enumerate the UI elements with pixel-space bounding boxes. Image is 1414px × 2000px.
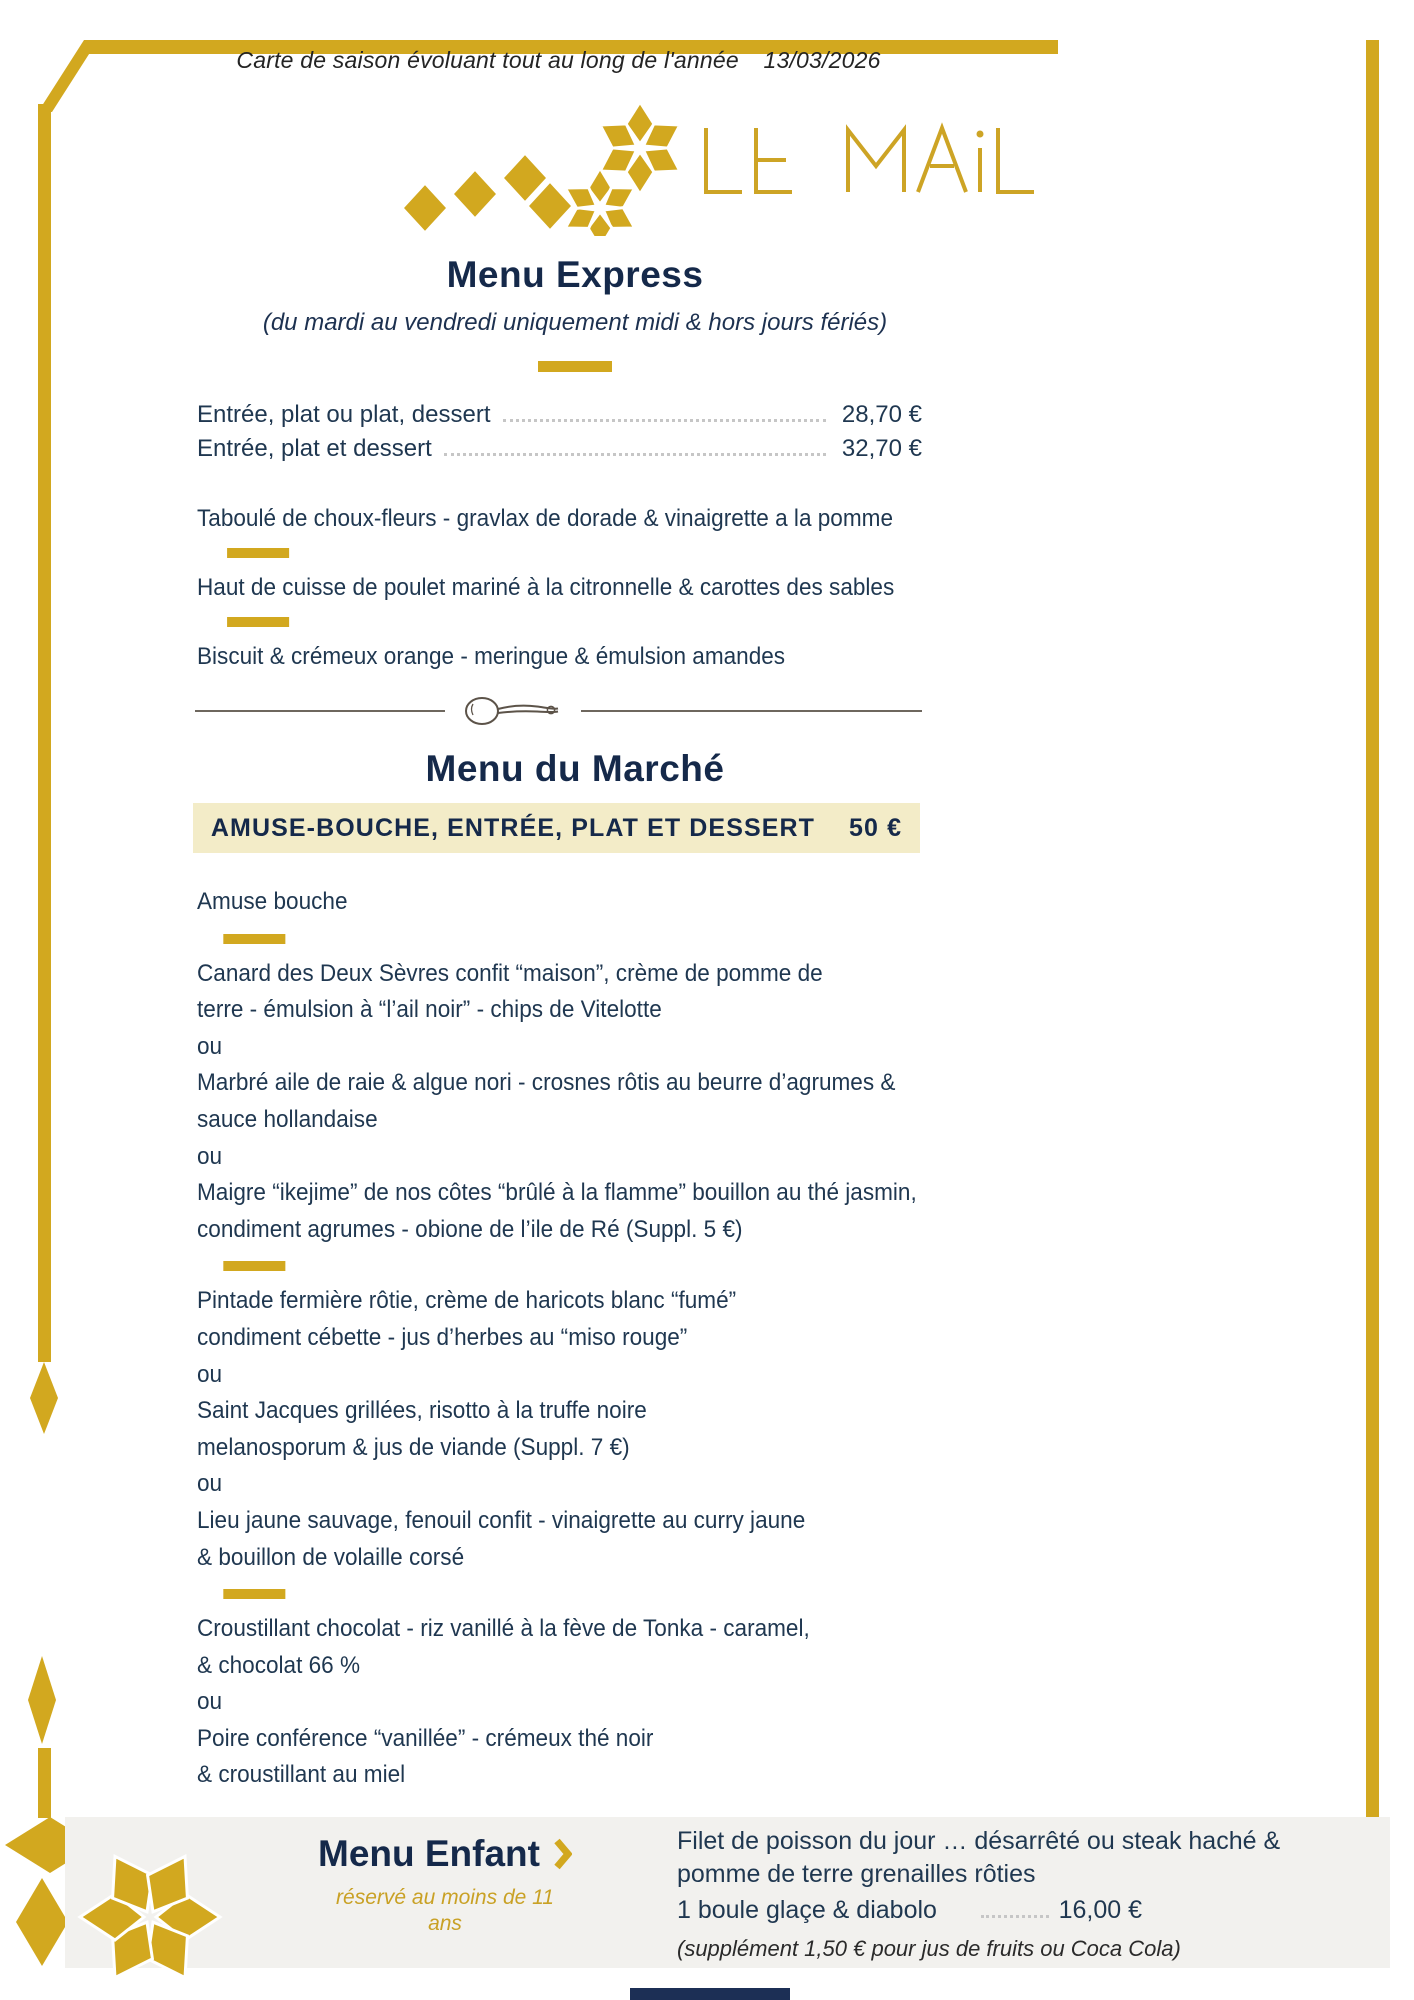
banner-label: AMUSE-BOUCHE, ENTRÉE, PLAT ET DESSERT — [210, 813, 816, 842]
express-course-list — [197, 506, 1043, 670]
dish-line: terre - émulsion à “l’ail noir” - chips de Vitelotte — [197, 996, 662, 1024]
price-value: 28,70 € — [841, 401, 922, 428]
chevron-right-icon — [554, 1838, 572, 1870]
dish-line: Lieu jaune sauvage, fenouil confit - vinaigrette au curry jaune — [197, 1506, 806, 1534]
banner-price: 50 € — [849, 813, 903, 842]
or-separator: ou — [197, 1142, 223, 1170]
price-row — [197, 435, 922, 469]
dish-line: Filet de poisson du jour … désarrêté ou steak haché & — [677, 1827, 1281, 1855]
divider-line — [195, 710, 445, 712]
divider-line — [581, 710, 922, 712]
dish-line: & croustillant au miel — [197, 1761, 406, 1789]
restaurant-logo — [370, 86, 1070, 236]
menu-date: 13/03/2026 — [763, 47, 881, 73]
dish-line: Maigre “ikejime” de nos côtes “brûlé à la flamme” bouillon au thé jasmin, — [197, 1179, 917, 1207]
price-label: Entrée, plat et dessert — [197, 435, 432, 462]
dish-line: condiment cébette - jus d’herbes au “miso rouge” — [197, 1323, 688, 1351]
menu-express-subtitle: (du mardi au vendredi uniquement midi & hors jours fériés) — [262, 309, 888, 336]
menu-marche-title: Menu du Marché — [425, 748, 725, 789]
dish-line: & bouillon de volaille corsé — [197, 1543, 465, 1571]
marche-course-list — [197, 884, 1099, 1794]
dish-line: sauce hollandaise — [197, 1105, 378, 1133]
marche-banner — [193, 803, 920, 853]
tagline-text: Carte de saison évoluant tout au long de l'année — [236, 47, 739, 73]
diamond-star-icon — [65, 1812, 315, 1972]
frame-right-bar — [1366, 40, 1379, 1948]
menu-enfant-subtitle — [315, 1885, 575, 1937]
price-row — [677, 1894, 1142, 1927]
spoon-icon — [463, 694, 563, 728]
course-line: Haut de cuisse de poulet mariné à la citronnelle & carottes des sables — [197, 574, 895, 601]
gold-rule — [223, 934, 285, 944]
course-line: Taboulé de choux-fleurs - gravlax de dorade & vinaigrette a la pomme — [197, 505, 893, 532]
dotted-leader — [981, 1915, 1049, 1918]
or-separator: ou — [197, 1360, 223, 1388]
menu-enfant-details — [677, 1825, 1397, 1965]
dish-line: Canard des Deux Sèvres confit “maison”, crème de pomme de — [197, 959, 823, 987]
dotted-leader — [503, 419, 826, 422]
price-value: 16,00 € — [1058, 1896, 1142, 1924]
frame-left-diamond-icon — [28, 1656, 56, 1744]
price-label: Entrée, plat ou plat, dessert — [197, 401, 491, 428]
gold-rule — [223, 1261, 285, 1271]
dish-line: pomme de terre grenailles rôties — [677, 1860, 1036, 1888]
or-separator: ou — [197, 1688, 223, 1716]
course-line: Biscuit & crémeux orange - meringue & émulsion amandes — [197, 643, 786, 670]
dish-line: Pintade fermière rôtie, crème de haricots blanc “fumé” — [197, 1287, 737, 1315]
dish-line: condiment agrumes - obione de l’ile de Ré (Suppl. 5 €) — [197, 1215, 743, 1243]
dish-line: Marbré aile de raie & algue nori - crosnes rôtis au beurre d’agrumes & — [197, 1069, 896, 1097]
frame-left-diamond-icon — [30, 1362, 58, 1434]
gold-divider — [195, 361, 955, 372]
price-row — [197, 401, 922, 435]
gold-divider-bar — [538, 361, 612, 372]
dotted-leader — [444, 453, 826, 456]
amuse-bouche-line: Amuse bouche — [197, 888, 348, 915]
dish-line: Croustillant chocolat - riz vanillé à la fève de Tonka - caramel, — [197, 1615, 810, 1643]
spoon-divider — [195, 694, 922, 728]
diamond-star-logo-icon — [370, 86, 1070, 236]
brand-wordmark — [706, 128, 1034, 192]
gold-rule — [223, 1589, 285, 1599]
gold-rule — [227, 548, 289, 558]
express-price-list — [197, 401, 922, 469]
dish-line: & chocolat 66 % — [197, 1651, 361, 1679]
frame-left-bar-lower — [38, 1748, 51, 1818]
dish-line: melanosporum & jus de viande (Suppl. 7 €) — [197, 1433, 630, 1461]
menu-enfant-title — [315, 1833, 575, 1875]
price-value: 32,70 € — [841, 435, 922, 462]
or-separator: ou — [197, 1032, 223, 1060]
menu-enfant-panel — [65, 1817, 1390, 1968]
bottom-bar — [630, 1988, 790, 2000]
or-separator: ou — [197, 1470, 223, 1498]
supplement-note: (supplément 1,50 € pour jus de fruits ou Coca Cola) — [677, 1936, 1181, 1961]
menu-enfant-subtitle-line: réservé au moins de 11 — [336, 1886, 554, 1909]
menu-enfant-title-text: Menu Enfant — [318, 1833, 540, 1874]
frame-left-bar — [38, 104, 51, 1362]
menu-express-title: Menu Express — [446, 254, 704, 295]
gold-rule — [227, 617, 289, 627]
tagline — [195, 47, 922, 74]
dish-line: Saint Jacques grillées, risotto à la truffe noire — [197, 1397, 647, 1425]
frame-left-diamond-icon — [16, 1878, 68, 1966]
dish-line: Poire conférence “vanillée” - crémeux thé noir — [197, 1724, 654, 1752]
price-label: 1 boule glaçe & diabolo — [677, 1896, 937, 1924]
menu-enfant-subtitle-line: ans — [428, 1912, 462, 1935]
